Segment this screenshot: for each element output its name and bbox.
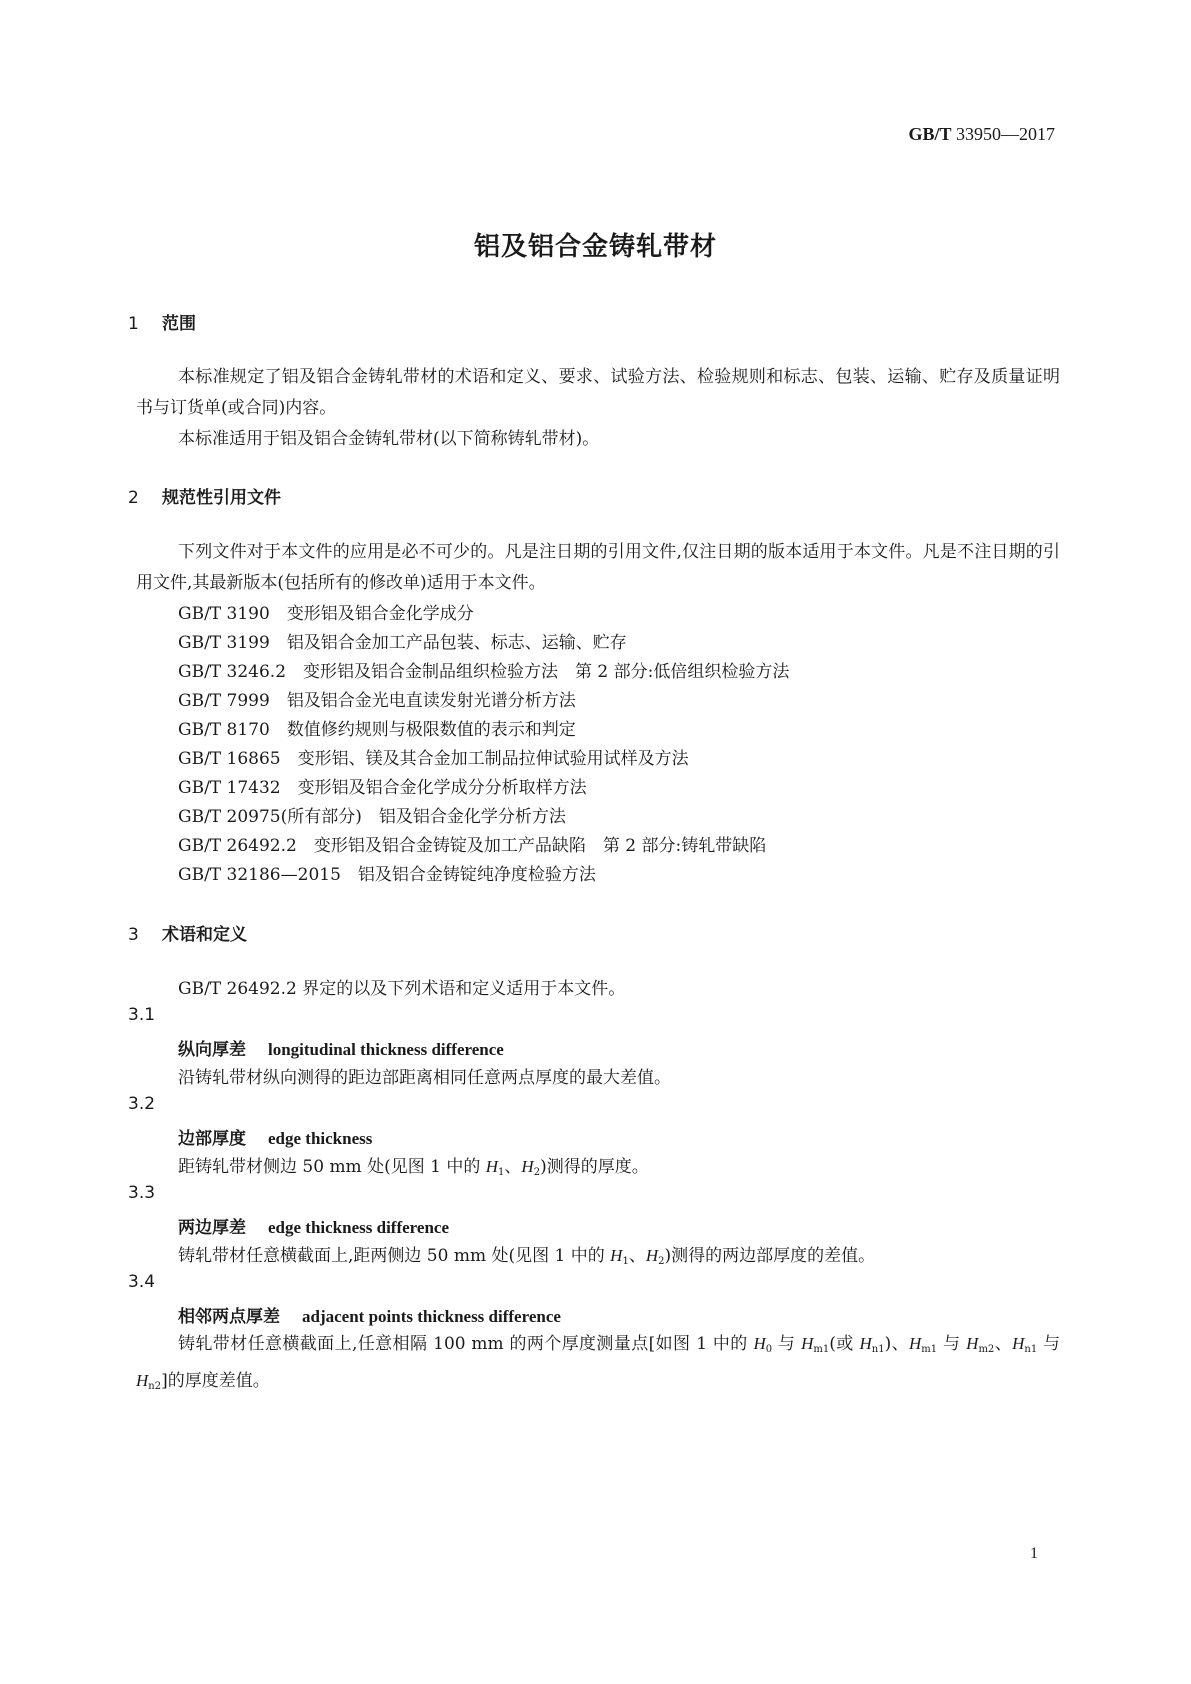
term-number: 3.4 [128,1272,156,1292]
term-definition: 距铸轧带材侧边 50 mm 处(见图 1 中的 $H_1$、$H_2$)测得的厚度。 [178,1157,649,1178]
document-title: 铝及铝合金铸轧带材 [473,232,717,262]
page-number: 1 [1030,1545,1038,1562]
scope-paragraph-1: 本标准规定了铝及铝合金铸轧带材的术语和定义、要求、试验方法、检验规则和标志、包装、运输、贮存及质量证明书与订货单(或合同)内容。 [136,367,1060,418]
term-definition: 铸轧带材任意横截面上,距两侧边 50 mm 处(见图 1 中的 $H_1$、$H_2$)测得的两边部厚度的差值。 [178,1246,876,1267]
scope-paragraph-2: 本标准适用于铝及铝合金铸轧带材(以下简称铸轧带材)。 [178,429,600,449]
reference-item: GB/T 26492.2 变形铝及铝合金铸锭及加工产品缺陷 第 2 部分:铸轧带缺陷 [178,836,767,856]
term-definition: 沿铸轧带材纵向测得的距边部距离相同任意两点厚度的最大差值。 [178,1068,671,1088]
reference-item: GB/T 3246.2 变形铝及铝合金制品组织检验方法 第 2 部分:低倍组织检验方法 [178,662,790,682]
reference-item: GB/T 32186—2015 铝及铝合金铸锭纯净度检验方法 [178,865,596,885]
term-heading: 相邻两点厚差 adjacent points thickness difference [178,1307,561,1327]
normative-intro: 下列文件对于本文件的应用是必不可少的。凡是注日期的引用文件,仅注日期的版本适用于本文件。凡是不注日期的引用文件,其最新版本(包括所有的修改单)适用于本文件。 [136,542,1060,593]
reference-item: GB/T 20975(所有部分) 铝及铝合金化学分析方法 [178,807,566,827]
reference-item: GB/T 16865 变形铝、镁及其合金加工制品拉伸试验用试样及方法 [178,749,689,769]
reference-item: GB/T 3199 铝及铝合金加工产品包装、标志、运输、贮存 [178,633,627,653]
standard-code: GB/T 33950—2017 [908,124,1055,144]
term-heading: 边部厚度 edge thickness [178,1129,373,1149]
term-heading: 纵向厚差 longitudinal thickness difference [178,1040,504,1060]
term-definition: 铸轧带材任意横截面上,任意相隔 100 mm 的两个厚度测量点[如图 1 中的 $H_0$ 与 $H_{m1}$(或 $H_{n1}$)、$H_{m1}$ 与 $H_{m2}$、$H_{n1}$ 与 $H_{n2}$]的厚度差值。 [136,1334,1060,1392]
section-heading-normative-references: 2 规范性引用文件 [128,488,281,508]
reference-item: GB/T 17432 变形铝及铝合金化学成分分析取样方法 [178,778,587,798]
term-number: 3.1 [128,1005,156,1025]
term-heading: 两边厚差 edge thickness difference [178,1218,449,1238]
section-heading-terms-definitions: 3 术语和定义 [128,925,247,945]
section-heading-scope: 1 范围 [128,314,196,334]
terms-intro: GB/T 26492.2 界定的以及下列术语和定义适用于本文件。 [178,979,626,999]
reference-item: GB/T 7999 铝及铝合金光电直读发射光谱分析方法 [178,691,576,711]
reference-item: GB/T 3190 变形铝及铝合金化学成分 [178,604,474,624]
reference-item: GB/T 8170 数值修约规则与极限数值的表示和判定 [178,720,576,740]
term-number: 3.3 [128,1183,156,1203]
term-number: 3.2 [128,1094,156,1114]
